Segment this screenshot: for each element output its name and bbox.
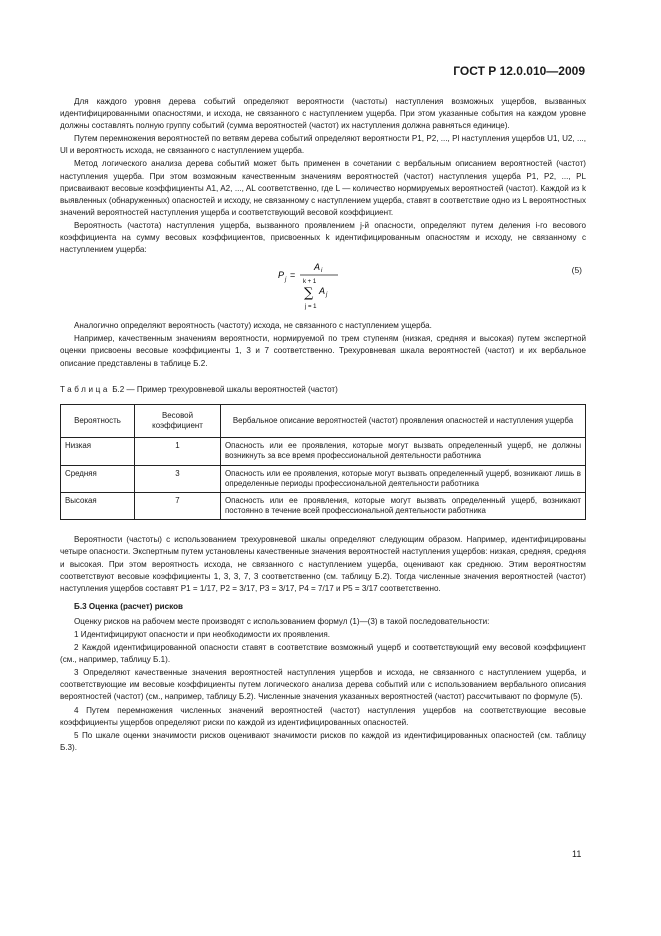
cell-description: Опасность или ее проявления, которые могут вызвать определенный ущерб, не должны возникнуть за все время профессиональной деятельности работника xyxy=(221,438,586,465)
formula-sum-lower: j = 1 xyxy=(305,304,317,311)
table-header-row xyxy=(61,404,586,437)
formula-lhs: P xyxy=(278,270,285,281)
header-probability: Вероятность xyxy=(61,404,135,437)
formula-graphic xyxy=(278,260,418,316)
table-caption-prefix: Таблица xyxy=(60,384,110,394)
formula-numerator: A xyxy=(314,262,321,273)
section-title: Б.3 Оценка (расчет) рисков xyxy=(74,601,183,611)
paragraph: Например, качественным значениям вероятности, нормируемой по трем ступеням (низкая, средняя и высокая) путем экспертной оценки присвоены весовые коэффициенты 1, 3 и 7 соответственно. Трехуровневая шкала вероятностей (частот) и их вербальное описание представлены в таблице Б.2. xyxy=(60,334,586,368)
cell-weight: 3 xyxy=(135,465,221,492)
formula-eq: = xyxy=(290,270,296,281)
list-item: 1 Идентифицируют опасности и при необходимости их проявления. xyxy=(74,629,330,639)
formula-lhs-sub: j xyxy=(285,277,287,284)
formula-numerator-sub: i xyxy=(321,268,323,275)
header-weight: Весовой коэффициент xyxy=(135,404,221,437)
formula-den-sub: j xyxy=(326,292,328,299)
page-body xyxy=(60,96,586,754)
page-number: 11 xyxy=(572,849,582,859)
table-caption-text: Б.2 — Пример трехуровневой шкалы вероятностей (частот) xyxy=(112,384,338,394)
formula-sum-upper: k + 1 xyxy=(303,279,317,286)
cell-description: Опасность или ее проявления, которые могут вызвать определенный ущерб, возникают постоянно в течение всей профессиональной деятельности работника xyxy=(221,492,586,519)
formula-den-var: A xyxy=(319,286,326,297)
list-item: 4 Путем перемножения численных значений вероятностей (частот) наступления ущербов на соответствующие весовые коэффициенты ущербов определяют риски по каждой из идентифицированных опасностей. xyxy=(60,705,586,727)
paragraph: Оценку рисков на рабочем месте производят с использованием формул (1)—(3) в такой последовательности: xyxy=(74,616,490,626)
table-row xyxy=(61,465,586,492)
list-item: 3 Определяют качественные значения вероятностей наступления ущербов и исхода, не связанного с наступлением ущерба, и соответствующие им весовые коэффициенты путем логического анализа дерева событий или с использованием вербального описания вероятностей (частот) (см., например, таблицу Б.2). Численные значения указанных вероятностей (частот) рассчитывают по формуле (5). xyxy=(60,668,586,702)
document-header: ГОСТ Р 12.0.010—2009 xyxy=(453,64,585,78)
cell-weight: 1 xyxy=(135,438,221,465)
cell-probability: Низкая xyxy=(61,438,135,465)
paragraph: Путем перемножения вероятностей по ветвям дерева событий определяют вероятности P1, P2, ..., Pl наступления ущербов U1, U2, ..., Ul и вероятность исхода, не связанного с наступлением ущерба. xyxy=(60,134,586,156)
formula-number: (5) xyxy=(571,265,582,276)
table-caption xyxy=(60,384,586,396)
table-row xyxy=(61,438,586,465)
paragraph: Вероятности (частоты) с использованием трехуровневой шкалы определяют следующим образом. Например, идентифицированы четыре опасности. Экспертным путем установлены качественные значения вероятностей наступления ущербов: низкая, средняя, средняя и высокая. При этом вероятность исхода, не связанного с наступлением ущерба, оценивают как среднюю. Этим вероятностям соответствуют весовые коэффициенты 1, 3, 3, 7, 3 соответственно (см. таблицу Б.2). Тогда численные значения вероятностей (частот) наступления ущербов составят P1 = 1/17, P2 = 3/17, P3 = 3/17, P4 = 7/17 и P5 = 3/17 соответственно. xyxy=(60,535,586,593)
list-item: 5 По шкале оценки значимости рисков оценивают значимости рисков по каждой из идентифицированных опасностей (см. таблицу Б.3). xyxy=(60,730,586,752)
probability-scale-table xyxy=(60,404,586,521)
paragraph: Для каждого уровня дерева событий определяют вероятности (частоты) наступления возможных ущербов, вызванных идентифицированными опасностями, и исхода, не связанного с наступлением ущерба. При этом указанные события на каждом уровне должны составлять полную группу событий (сумма вероятностей (частот) их наступления должна равняться единице). xyxy=(60,97,586,131)
list-item: 2 Каждой идентифицированной опасности ставят в соответствие возможный ущерб и соответствующий ему весовой коэффициент (см., например, таблицу Б.1). xyxy=(60,643,586,665)
header-description: Вербальное описание вероятностей (частот) проявления опасностей и наступления ущерба xyxy=(221,404,586,437)
sum-symbol: ∑ xyxy=(304,286,314,302)
table-row xyxy=(61,492,586,519)
cell-probability: Высокая xyxy=(61,492,135,519)
cell-weight: 7 xyxy=(135,492,221,519)
formula-5 xyxy=(60,258,586,316)
cell-probability: Средняя xyxy=(61,465,135,492)
cell-description: Опасность или ее проявления, которые могут вызвать определенный ущерб, возникают лишь в определенные периоды профессиональной деятельности работника xyxy=(221,465,586,492)
paragraph: Аналогично определяют вероятность (частоту) исхода, не связанного с наступлением ущерба. xyxy=(74,321,432,331)
paragraph: Вероятность (частота) наступления ущерба, вызванного проявлением j-й опасности, определяют путем деления i-го весового коэффициента на сумму весовых коэффициентов, присвоенных k идентифицированным опасностям и исходу, не связанному с наступлением ущерба: xyxy=(60,220,586,255)
paragraph: Метод логического анализа дерева событий может быть применен в сочетании с вербальным описанием вероятностей (частот) наступления ущерба. При этом возможным качественным значениям вероятностей (частот) наступления ущерба P1, P2, ..., PL присваивают весовые коэффициенты A1, A2, ..., AL соответственно, где L — количество нормируемых вероятностей (частот). Каждой из k выявленных (обнаруженных) опасностей и исходу, не связанному с наступлением ущерба, ставят в соответствие одно из L вероятностных значений вероятностей наступления ущерба и соответствующий весовой коэффициент. xyxy=(60,159,586,217)
